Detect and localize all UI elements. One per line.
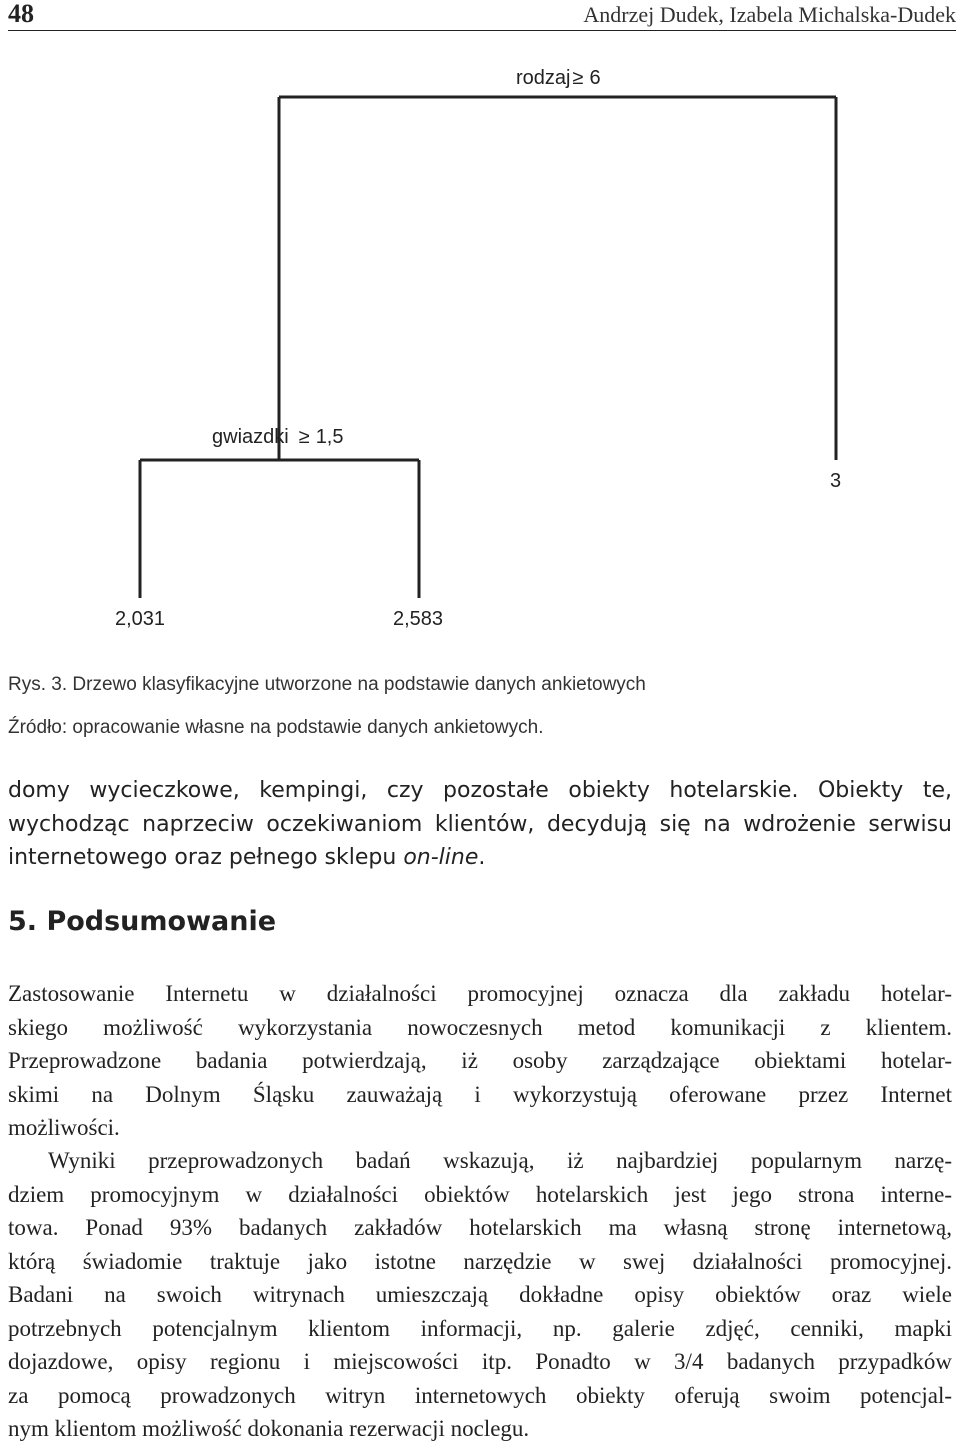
running-title: Andrzej Dudek, Izabela Michalska-Dudek [583,2,956,27]
root-node-label [516,67,601,90]
sentence-end: . [478,845,486,870]
leaf-right-value: 3 [830,470,842,492]
body-paragraph-2 [8,1144,952,1446]
italic-term: on-line [403,845,479,870]
classification-tree [0,40,960,640]
text-line: domy wycieczkowe, kempingi, czy pozostałe obiekty hotelarskie. Obiekty te, [8,778,952,803]
root-split-value: 6 [589,67,601,89]
text-line: możliwości. [8,1115,120,1140]
text-line: dziem promocyjnym w działalności obiektów hotelarskich jest jego strona interne- [8,1181,952,1207]
text-line-indented [8,1144,952,1178]
text-line: Wyniki przeprowadzonych badań wskazują, iż najbardziej popularnym narzę- [48,1148,952,1173]
text-line: Zastosowanie Internetu w działalności promocyjnej oznacza dla zakładu hotelar- [8,981,952,1006]
text-line: Badani na swoich witrynach umieszczają dokładne opisy obiektów oraz wiele [8,1282,952,1307]
leaf-left-right-value: 2,583 [393,608,444,630]
text-line: towa. Ponad 93% badanych zakładów hotelarskich ma własną stronę internetową, [8,1215,952,1240]
text-line: potrzebnych potencjalnym klientom informacji, np. galerie zdjęć, cenniki, mapki [8,1315,952,1341]
figure-source: Źródło: opracowanie własne na podstawie danych ankietowych. [8,717,544,738]
text-line: którą świadomie traktuje jako istotne narzędzie w swej działalności promocyjnej. [8,1248,952,1274]
section-heading: 5. Podsumowanie [8,906,277,937]
text-line: za pomocą prowadzonych witryn internetowych obiekty oferują swoim potencjal- [8,1382,952,1408]
left-split-value: 1,5 [315,426,344,448]
left-split-operator: ≥ [298,426,310,448]
figure-caption: Rys. 3. Drzewo klasyfikacyjne utworzone na podstawie danych ankietowych [8,674,646,695]
text-line: nym klientom możliwość dokonania rezerwacji noclegu. [8,1416,530,1441]
page-header [8,0,956,31]
text-line: skimi na Dolnym Śląsku zauważają i wykorzystują oferowane przez Internet [8,1081,952,1107]
text-line-last [8,841,952,875]
left-node-label [212,426,344,449]
text-line: Przeprowadzone badania potwierdzają, iż osoby zarządzające obiektami hotelar- [8,1048,952,1073]
body-paragraph-1 [8,977,952,1145]
left-split-variable: gwiazdki [212,426,289,448]
text-line: internetowego oraz pełnego sklepu [8,845,397,870]
root-split-operator: ≥ [572,67,584,89]
intro-paragraph [8,774,952,875]
page-number: 48 [8,0,34,28]
text-line: skiego możliwość wykorzystania nowoczesnych metod komunikacji z klientem. [8,1014,952,1040]
text-line: wychodząc naprzeciw oczekiwaniom klientów, decydują się na wdrożenie serwisu [8,811,952,837]
root-split-variable: rodzaj [516,67,571,89]
text-line: dojazdowe, opisy regionu i miejscowości itp. Ponadto w 3/4 badanych przypadków [8,1349,952,1374]
leaf-left-left-value: 2,031 [115,608,166,630]
